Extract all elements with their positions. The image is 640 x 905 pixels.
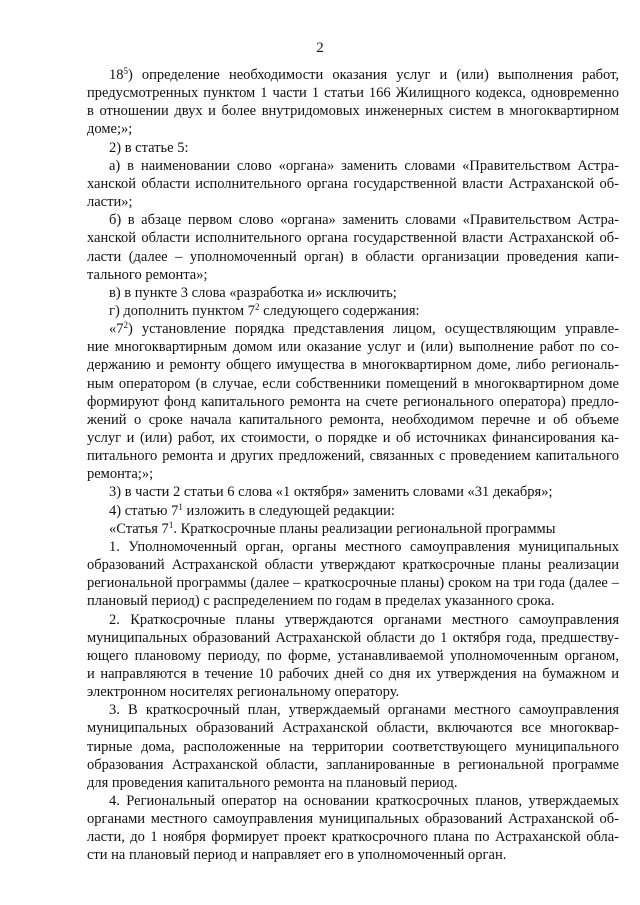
text-line: ласти»; <box>87 194 133 210</box>
text-line: плановый период) с распределением по годам в пределах указанного срока. <box>87 593 555 610</box>
text-line: ющего плановому периоду, по форме, устанавливаемой уполномоченным органом, <box>87 647 619 664</box>
text-line: 2. Краткосрочные планы утверждаются органами местного самоуправления <box>109 611 619 628</box>
text-line: и направляются в течение 10 рабочих дней со дня их утверждения на бумажном и <box>87 665 619 682</box>
text-line: ханской области исполнительного органа государственной власти Астраханской об- <box>87 230 619 247</box>
text-line: в отношении двух и более внутридомовых инженерных систем в многоквартирном <box>87 103 619 120</box>
text-line: формируют фонд капитального ремонта на счете регионального оператора) предло- <box>87 393 619 410</box>
text-line: 3) в части 2 статьи 6 слова «1 октября» заменить словами «31 декабря»; <box>109 484 553 501</box>
text-line: тирные дома, расположенные на территории соответствующего муниципального <box>87 738 619 755</box>
text-line: предусмотренных пунктом 1 части 1 статьи 166 Жилищного кодекса, одновременно <box>87 85 619 102</box>
text-line: электронном носителях региональному оператору. <box>87 684 400 701</box>
text-line: образования Астраханской области, запланированные в региональной программе <box>87 756 619 773</box>
text-line: 4) статью $7^1$ изложить в следующей редакции: <box>109 501 395 519</box>
text-line: ремонта;»; <box>87 466 154 483</box>
text-line: муниципальных образований Астраханской области до 1 октября года, предшеству- <box>87 629 619 646</box>
text-line: держанию и ремонту общего имущества в многоквартирном доме, либо региональ- <box>87 357 619 374</box>
text-line: б) в абзаце первом слово «органа» заменить словами «Правительством Астра- <box>109 212 619 229</box>
text-line: органами местного самоуправления муниципальных образований Астраханской об- <box>87 811 619 828</box>
text-line: ласти, до 1 ноября формирует проект краткосрочного плана по Астраханской обла- <box>87 829 619 846</box>
text-line: ным оператором (в случае, если собственники помещений в многоквартирном доме <box>87 375 619 392</box>
text-line: 3. В краткосрочный план, утверждаемый органами местного самоуправления <box>109 702 619 719</box>
text-line: услуг и (или) работ, их стоимости, о порядке и об источниках финансирования ка- <box>87 430 619 446</box>
text-line: ние многоквартирным домом или оказание услуг и (или) выполнение работ по со- <box>87 339 619 356</box>
text-line: доме;»; <box>87 121 133 138</box>
text-line: муниципальных образований Астраханской области, включаются все многоквар- <box>87 720 619 737</box>
text-line: «$7^2$) установление порядка представления лицом, осуществляющим управле- <box>109 320 619 338</box>
text-line: региональной программы (далее – краткосрочные планы) сроком на три года (далее – <box>87 575 619 592</box>
text-line: тального ремонта»; <box>87 266 208 283</box>
text-line: жений о сроке начала капитального ремонта, необходимом перечне и об объеме <box>87 411 619 428</box>
text-line: ласти (далее – уполномоченный орган) в области организации проведения капи- <box>87 248 619 265</box>
text-line: в) в пункте 3 слова «разработка и» исключить; <box>109 284 397 301</box>
page-number: 2 <box>316 40 324 56</box>
text-line: «Статья $7^1$. Краткосрочные планы реализации региональной программы <box>109 519 556 537</box>
text-line: сти на плановый период и направляет его в уполномоченный орган. <box>87 847 507 864</box>
text-line: 1. Уполномоченный орган, органы местного самоуправления муниципальных <box>109 538 619 555</box>
text-line: для проведения капитального ремонта на плановый период. <box>87 774 458 791</box>
text-line: 4. Региональный оператор на основании краткосрочных планов, утверждаемых <box>109 793 619 809</box>
text-line: 2) в статье 5: <box>109 139 189 156</box>
text-line: а) в наименовании слово «органа» заменить словами «Правительством Астра- <box>109 157 619 174</box>
text-line: ханской области исполнительного органа государственной власти Астраханской об- <box>87 175 619 192</box>
text-line: г) дополнить пунктом $7^2$ следующего содержания: <box>109 301 420 319</box>
text-line: образований Астраханской области утверждают краткосрочные планы реализации <box>87 557 619 573</box>
text-line: $18^5$) определение необходимости оказания услуг и (или) выполнения работ, <box>109 66 619 83</box>
text-line: питального ремонта и других предложений, связанных с проведением капитального <box>87 448 619 465</box>
